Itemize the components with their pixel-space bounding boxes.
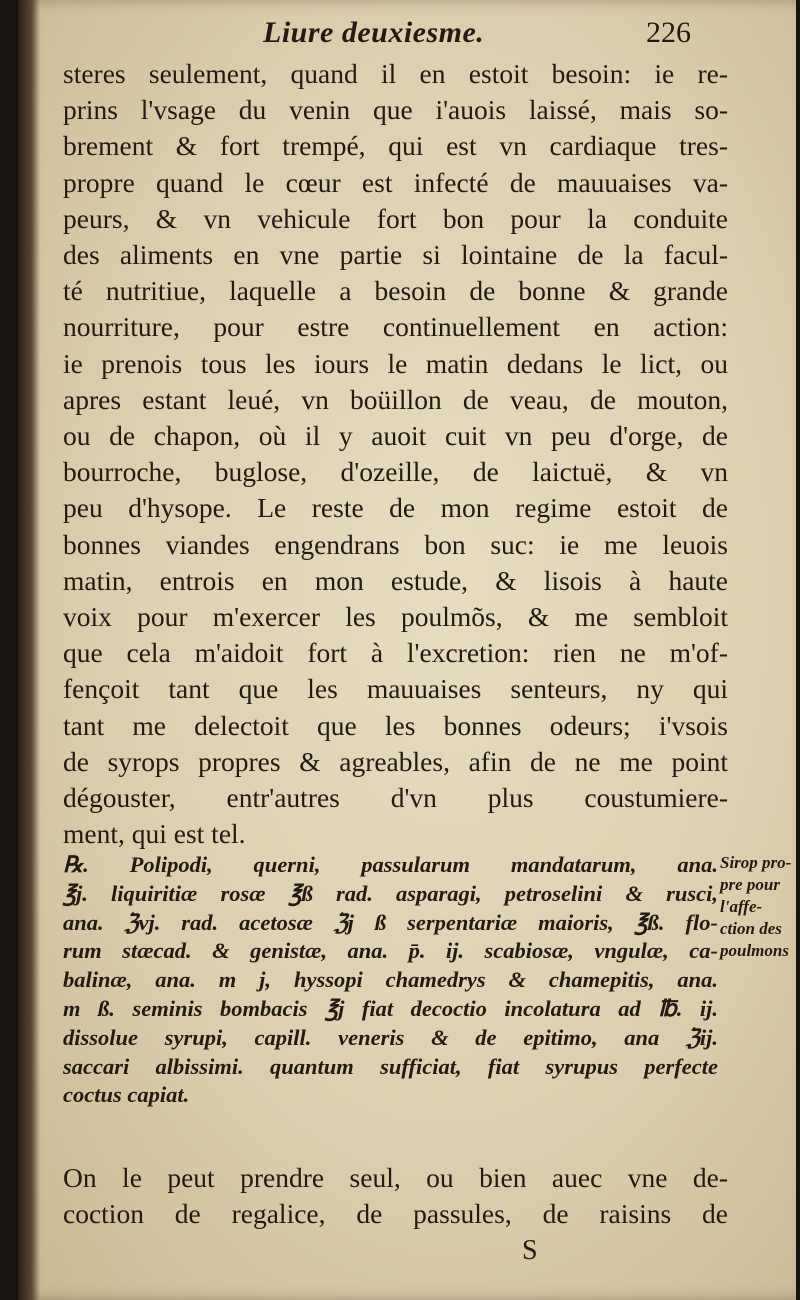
page-number: 226 [646,16,691,49]
text-line: matin, entrois en mon estude, & lisois à haute [63,564,728,596]
text-line: dégouster, entr'autres d'vn plus coustumiere- [63,782,728,814]
book-gutter [18,0,40,1300]
recipe-line: dissolue syrupi, capill. veneris & de epitimo, ana ℨij. [63,1024,718,1050]
margin-note-line: pre pour [720,875,780,894]
recipe-line: coctus capiat. [63,1082,190,1108]
recipe-line: rum stæcad. & genistæ, ana. p̄. ij. scabiosæ, vngulæ, ca- [63,938,718,964]
recipe-line: m ß. seminis bombacis ℥j fiat decoctio incolatura ad ℔. ij. [63,995,718,1021]
margin-note-line: poulmons [720,941,789,960]
text-line: nourriture, pour estre continuellement en action: [63,311,728,343]
signature-mark: S [522,1235,538,1266]
text-line: que cela m'aidoit fort à l'excretion: rien ne m'of- [63,637,728,669]
text-line: ment, qui est tel. [63,818,246,850]
text-line: coction de regalice, de passules, de raisins de [63,1198,728,1229]
text-line: bourroche, buglose, d'ozeille, de laictuë, & vn [63,456,728,488]
text-line: tant me delectoit que les bonnes odeurs; i'vsois [63,709,728,741]
recipe-line: ℞. Polipodi, querni, passularum mandatarum, ana. [63,852,718,877]
text-line: peu d'hysope. Le reste de mon regime estoit de [63,492,728,524]
running-title: Liure deuxiesme. [263,16,485,49]
recipe-line: ℥j. liquiritiæ rosæ ℥ß rad. asparagi, petroselini & rusci, [63,880,718,906]
text-line: brement & fort trempé, qui est vn cardiaque tres- [63,130,728,162]
text-line: té nutritiue, laquelle a besoin de bonne & grande [63,275,728,307]
margin-note-line: ction des [720,919,782,938]
recipe-line: balinæ, ana. m j, hyssopi chamedrys & chamepitis, ana. [63,967,718,993]
text-line: propre quand le cœur est infecté de mauuaises va- [63,166,728,198]
margin-note-line: l'affe- [720,897,763,916]
text-line: de syrops propres & agreables, afin de ne me point [63,745,728,777]
text-line: ie prenois tous les iours le matin dedans le lict, ou [63,347,728,379]
main-text [63,56,728,852]
text-line: ou de chapon, où il y auoit cuit vn peu d'orge, de [63,420,728,452]
recipe-line: ana. ℨvj. rad. acetosæ ℨj ß serpentariæ maioris, ℥ß. flo- [63,909,718,935]
book-page [18,0,796,1300]
page-header [18,14,796,54]
recipe-block [63,851,718,1110]
text-line: steres seulement, quand il en estoit besoin: ie re- [63,58,728,89]
text-line: fençoit tant que les mauuaises senteurs, ny qui [63,673,728,705]
text-line: peurs, & vn vehicule fort bon pour la conduite [63,202,728,234]
margin-note [720,852,800,962]
text-line: apres estant leué, vn boüillon de veau, de mouton, [63,383,728,415]
margin-note-line: Sirop pro- [720,853,792,872]
text-line: des aliments en vne partie si lointaine de la facul- [63,239,728,271]
text-line: bonnes viandes engendrans bon suc: ie me leuois [63,528,728,560]
closing-paragraph [63,1160,728,1232]
text-line: On le peut prendre seul, ou bien auec vne de- [63,1162,728,1193]
text-line: prins l'vsage du venin que i'auois laissé, mais so- [63,94,728,126]
text-line: voix pour m'exercer les poulmõs, & me sembloit [63,601,728,633]
recipe-line: saccari albissimi. quantum sufficiat, fiat syrupus perfecte [63,1053,718,1079]
